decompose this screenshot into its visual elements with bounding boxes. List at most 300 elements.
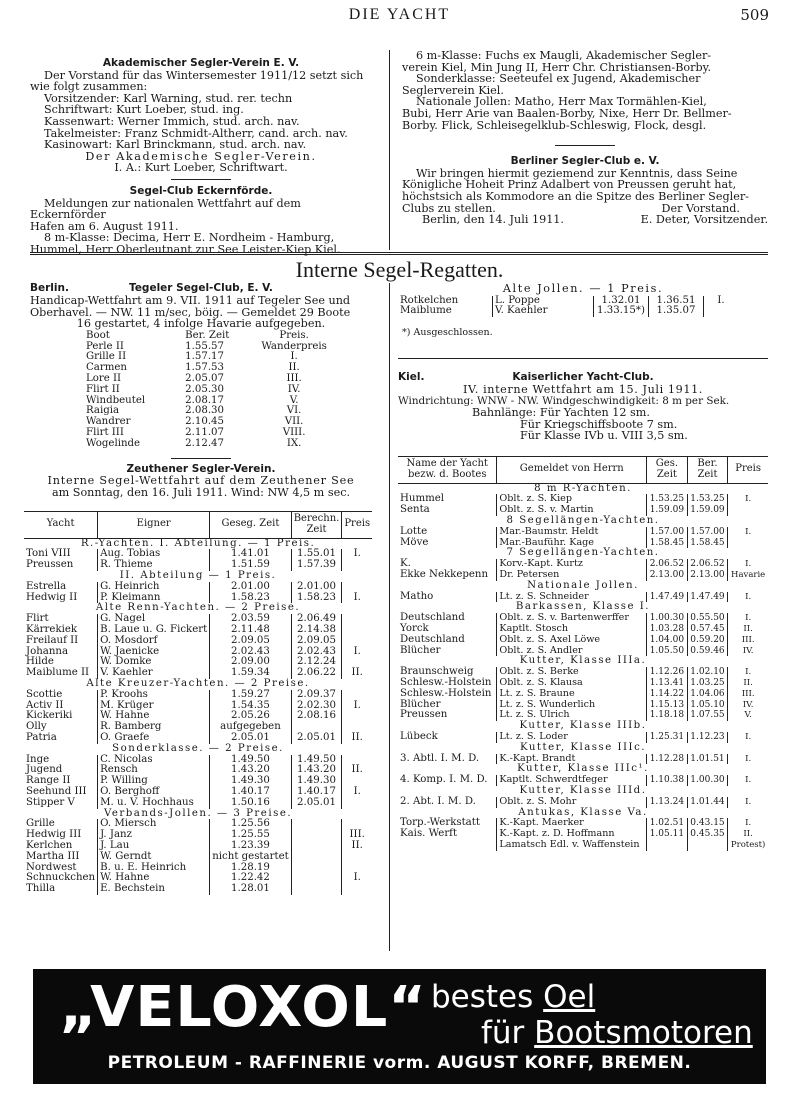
ak-line-4: Kassenwart: Werner Immich, stud. arch. nav. — [44, 114, 300, 128]
table-row — [24, 582, 372, 593]
bsc-line-3: Clubs zu stellen. — [402, 201, 496, 215]
bsc-sign-1: Der Vorstand. — [661, 201, 740, 215]
owner: Kaptlt. Schwerdtfeger — [497, 775, 647, 786]
col-ber-zeit: Ber. Zeit — [687, 457, 728, 484]
table-row — [398, 689, 768, 700]
aj-title: Alte Jollen. — 1 Preis. — [502, 282, 664, 295]
berliner-heading: Berliner Segler-Club e. V. — [510, 155, 660, 168]
yacht-name: Hedwig III — [26, 829, 82, 841]
owner: C. Nicolas — [98, 755, 210, 766]
sailed-time: 2.06.52 — [647, 559, 688, 570]
owner: Rensch — [98, 765, 210, 776]
eck-line-2: 8 m-Klasse: Decima, Herr E. Nordheim - Hamburg, — [44, 231, 335, 245]
calculated-time: 2.13.00 — [687, 570, 728, 581]
calculated-time: 0.59.20 — [687, 635, 728, 646]
table-row — [398, 527, 768, 538]
sailed-time — [647, 840, 688, 851]
yacht-name: Rotkelchen — [400, 294, 459, 306]
boat-time: 2.08.17 — [185, 394, 225, 406]
calculated-time: 2.12.24 — [291, 657, 342, 668]
prize — [704, 306, 739, 317]
calculated-time: 1.12.23 — [687, 732, 728, 743]
calculated-time: 1.53.25 — [687, 494, 728, 505]
section-title: Nationale Jollen. — [527, 579, 639, 591]
calculated-time: 0.55.50 — [687, 613, 728, 624]
owner: K.-Kapt. z. D. Hoffmann — [497, 829, 647, 840]
prize: II. — [342, 841, 372, 852]
owner: E. Bechstein — [98, 884, 210, 895]
akademischer-heading: Akademischer Segler-Verein E. V. — [102, 57, 300, 69]
sailed-time: 1.13.24 — [647, 797, 688, 808]
yacht-name: 3. Abtl. I. M. D. — [400, 752, 480, 764]
calculated-time: 1.58.23 — [291, 593, 342, 604]
yacht-name: Lotte — [400, 525, 428, 537]
eck-line-0: Meldungen zur nationalen Wettfahrt auf dem Eckernförder — [30, 196, 301, 222]
tegeler-section — [30, 283, 372, 498]
prize: I. — [728, 613, 768, 624]
section-rule — [30, 254, 768, 255]
yacht-name: Ekke Nekkepenn — [400, 568, 489, 580]
prize — [342, 884, 372, 895]
yacht-name: Activ II — [26, 699, 64, 711]
col-preis: Preis. — [279, 329, 309, 341]
owner: O. Berghoff — [98, 787, 210, 798]
section-title-row — [24, 809, 372, 820]
ad-tagline-1 — [431, 979, 595, 1015]
aj-note: *) Ausgeschlossen. — [402, 327, 493, 339]
calculated-time: 2.01.00 — [291, 582, 342, 593]
owner: Oblt. z. S. Klausa — [497, 678, 647, 689]
calculated-time — [291, 830, 342, 841]
kiel-line-1: Windrichtung: WNW - NW. Windgeschwindigkeit: 8 m per Sek. — [398, 394, 730, 407]
owner: O. Mosdorf — [98, 636, 210, 647]
calculated-time: 2.09.37 — [291, 690, 342, 701]
section-title-row — [398, 483, 768, 494]
table-row — [24, 884, 372, 895]
ad-footer: PETROLEUM - RAFFINERIE vorm. AUGUST KORFF, BREMEN. — [107, 1053, 692, 1073]
yacht-name: Maiblume II — [26, 667, 90, 679]
boat-name: Carmen — [86, 362, 127, 374]
yacht-name: Senta — [400, 504, 430, 516]
ak-line-5: Takelmeister: Franz Schmidt-Altherr, cand. arch. nav. — [44, 126, 348, 140]
prize: III. — [728, 689, 768, 700]
tr-line-3: Seglerverein Kiel. — [402, 83, 504, 97]
ad-tagline-2 — [481, 1015, 753, 1051]
sailed-time: 1.14.22 — [647, 689, 688, 700]
tr-line-4: Nationale Jollen: Matho, Herr Max Tormählen-Kiel, — [416, 95, 707, 109]
section-title: Barkassen, Klasse I. — [515, 601, 651, 613]
kiel-place: Kiel. — [398, 371, 425, 383]
calculated-time: 2.05.01 — [291, 798, 342, 809]
prize — [342, 614, 372, 625]
sailed-time: 1.02.51 — [647, 818, 688, 829]
boat-time: 1.55.57 — [185, 340, 225, 352]
sailed-time: 1.47.49 — [647, 592, 688, 603]
divider — [171, 179, 231, 180]
table-row — [24, 852, 372, 863]
ak-line-2: Vorsitzender: Karl Warning, stud. rer. techn — [44, 91, 293, 105]
prize: I. — [728, 732, 768, 743]
prize: I. — [728, 527, 768, 538]
kiel-heading: Kaiserlicher Yacht-Club. — [512, 371, 654, 383]
yacht-name: Braunschweig — [400, 666, 474, 678]
prize: I. — [342, 593, 372, 604]
boat-time: 2.11.07 — [185, 426, 225, 438]
owner: Aug. Tobias — [98, 549, 210, 560]
owner: Oblt. z. S. Mohr — [497, 797, 647, 808]
prize: I. — [342, 647, 372, 658]
alte-jollen-table — [398, 296, 738, 318]
boat-name: Flirt III — [86, 426, 124, 438]
owner: W. Hahne — [98, 711, 210, 722]
yacht-name: Preussen — [400, 709, 448, 721]
prize: I. — [728, 775, 768, 786]
calculated-time: 2.06.52 — [687, 559, 728, 570]
yacht-name: 4. Komp. I. M. D. — [400, 774, 488, 786]
prize: II. — [728, 624, 768, 635]
sailed-time: 1.23.39 — [210, 841, 291, 852]
top-right-column — [402, 50, 768, 226]
yacht-name: Freilauf II — [26, 634, 79, 646]
prize: I. — [342, 787, 372, 798]
sailed-time: 1.49.50 — [210, 755, 291, 766]
section-rule — [30, 252, 768, 253]
owner: Lt. z. S. Wunderlich — [497, 700, 647, 711]
yacht-name: Kärrekiek — [26, 623, 78, 635]
owner: Lt. z. S. Loder — [497, 732, 647, 743]
divider — [555, 145, 615, 146]
col-ber-zeit: Ber. Zeit — [185, 329, 230, 341]
kiel-line-0: IV. interne Wettfahrt am 15. Juli 1911. — [463, 383, 703, 396]
yacht-name: Yorck — [400, 622, 429, 634]
sailed-time: 1.40.17 — [210, 787, 291, 798]
sailed-time: 1.58.45 — [647, 538, 688, 549]
tr-line-5: Bubi, Herr Arie van Baalen-Borby, Nixe, Herr Dr. Bellmer- — [402, 106, 732, 120]
calculated-time: 2.06.49 — [291, 614, 342, 625]
col-gemeldet: Gemeldet von Herrn — [497, 457, 647, 484]
section-title-row — [398, 548, 768, 559]
yacht-name: Maiblume — [400, 305, 452, 317]
boat-name: Wogelinde — [86, 437, 141, 449]
yacht-name: Flirt — [26, 613, 49, 625]
owner: P. Willing — [98, 776, 210, 787]
yacht-name: Patria — [26, 731, 57, 743]
section-title: Kutter, Klasse IIIa. — [519, 655, 647, 667]
section-rule — [398, 358, 768, 359]
sailed-time: 2.03.59 — [210, 614, 291, 625]
col-eigner: Eigner — [98, 512, 210, 539]
owner: R. Bamberg — [98, 722, 210, 733]
kiel-table — [398, 456, 768, 851]
yacht-name: Schnuckchen — [26, 872, 96, 884]
zeuthener-heading: Zeuthener Segler-Verein. — [126, 462, 276, 475]
sailed-time: 1.59.09 — [647, 505, 688, 516]
yacht-name: Hedwig II — [26, 591, 78, 603]
section-title-row — [398, 581, 768, 592]
kiel-section — [398, 372, 768, 442]
eck-line-1: Hafen am 6. August 1911. — [30, 219, 179, 233]
sailed-time: 1.12.26 — [647, 667, 688, 678]
boat-name: Grille II — [86, 351, 127, 363]
section-title: Kutter, Klasse IIIb. — [519, 720, 647, 732]
calculated-time: 0.57.45 — [687, 624, 728, 635]
col-geseg: Geseg. Zeit — [210, 512, 291, 539]
sailed-time: 1.32.01 — [594, 296, 649, 307]
table-row — [398, 613, 768, 624]
calculated-time — [291, 841, 342, 852]
tegeler-table — [84, 331, 329, 450]
calculated-time — [291, 884, 342, 895]
prize: III. — [728, 635, 768, 646]
yacht-name: Torp.-Werkstatt — [400, 817, 480, 829]
sailed-time: 1.57.00 — [647, 527, 688, 538]
ad-tag1-pre: bestes — [431, 979, 544, 1015]
owner: Kaptlt. Stosch — [497, 624, 647, 635]
calculated-time: 1.01.44 — [687, 797, 728, 808]
yacht-name: Deutschland — [400, 612, 465, 624]
yacht-name: Nordwest — [26, 861, 77, 873]
sailed-time: 1.33.15*) — [594, 306, 649, 317]
prize — [342, 798, 372, 809]
yacht-name: Blücher — [400, 698, 441, 710]
bsc-sign-date: Berlin, den 14. Juli 1911. — [422, 213, 564, 227]
calculated-time — [687, 840, 728, 851]
section-title: Alte Kreuzer-Yachten. — 2 Preise. — [86, 677, 310, 689]
sailed-time: 2.05.01 — [210, 733, 291, 744]
owner: R. Thieme — [98, 560, 210, 571]
yacht-name: Lübeck — [400, 730, 438, 742]
section-title: 8 m R-Yachten. — [534, 482, 632, 494]
col-berechn: Berechn. Zeit — [291, 512, 342, 539]
boat-name: Lore II — [86, 372, 122, 384]
owner: K.-Kapt. Maerker — [497, 818, 647, 829]
prize — [342, 852, 372, 863]
ak-sign-1: Der Akademische Segler-Verein. — [85, 149, 317, 163]
sailed-time: 2.05.26 — [210, 711, 291, 722]
calculated-time: 1.03.25 — [687, 678, 728, 689]
running-head — [0, 6, 799, 28]
calculated-time: 1.58.45 — [687, 538, 728, 549]
yacht-name: Grille — [26, 818, 55, 830]
calculated-time: 2.02.30 — [291, 701, 342, 712]
top-left-column — [30, 58, 372, 256]
column-divider — [389, 50, 390, 250]
sailed-time: 1.49.30 — [210, 776, 291, 787]
col-boot: Boot — [86, 329, 110, 341]
sailed-time: 1.28.01 — [210, 884, 291, 895]
col-preis: Preis — [728, 457, 768, 484]
table-row — [24, 690, 372, 701]
sailed-time: 1.04.00 — [647, 635, 688, 646]
owner: P. Kleimann — [98, 593, 210, 604]
ad-tag2-underlined: Bootsmotoren — [534, 1015, 753, 1051]
bsc-line-0: Wir bringen hiermit geziemend zur Kenntnis, dass Seine — [416, 166, 738, 180]
prize: I. — [342, 873, 372, 884]
owner: V. Kaehler — [98, 668, 210, 679]
col-yacht: Yacht — [24, 512, 98, 539]
boat-time: 2.05.30 — [185, 383, 225, 395]
prize: IV. — [728, 700, 768, 711]
boat-name: Wandrer — [86, 416, 131, 428]
tegeler-heading: Tegeler Segel-Club, E. V. — [129, 282, 273, 294]
sailed-time: 2.13.00 — [647, 570, 688, 581]
section-title: Antukas, Klasse Va. — [518, 806, 648, 818]
table-row — [398, 797, 768, 808]
prize: I. — [728, 559, 768, 570]
calculated-time: 1.36.51 — [649, 296, 704, 307]
table-row — [24, 830, 372, 841]
ad-tag1-underlined: Oel — [543, 979, 596, 1015]
owner: B. Laue u. G. Fickert — [98, 625, 210, 636]
teg-line-1: Oberhavel. — NW. 11 m/sec, böig. — Gemeldet 29 Boote — [30, 305, 351, 319]
boat-time: 1.57.17 — [185, 351, 225, 363]
section-title: Sonderklasse. — 2 Preise. — [112, 742, 284, 754]
yacht-name: Johanna — [26, 645, 69, 657]
table-row — [84, 385, 329, 396]
prize: Protest) — [728, 840, 768, 851]
sailed-time: 2.09.00 — [210, 657, 291, 668]
ak-line-0: Der Vorstand für das Wintersemester 1911/12 setzt sich — [44, 68, 364, 82]
owner: Oblt. z. S. Berke — [497, 667, 647, 678]
prize: II. — [342, 668, 372, 679]
table-row — [84, 439, 329, 450]
column-divider — [389, 283, 390, 951]
teg-line-0: Handicap-Wettfahrt am 9. VII. 1911 auf Tegeler See und — [30, 294, 351, 307]
zeu-line-1: am Sonntag, den 16. Juli 1911. Wind: NW 4,5 m sec. — [51, 485, 351, 499]
calculated-time: 1.49.30 — [291, 776, 342, 787]
prize: II. — [342, 765, 372, 776]
calculated-time: 1.57.00 — [687, 527, 728, 538]
yacht-name: Olly — [26, 721, 47, 733]
owner: M. u. V. Hochhaus — [98, 798, 210, 809]
teg-line-2: 16 gestartet, 4 infolge Havarie aufgegeben. — [76, 317, 326, 331]
boat-prize: VIII. — [282, 426, 306, 438]
calculated-time: 2.14.38 — [291, 625, 342, 636]
calculated-time: 2.09.05 — [291, 636, 342, 647]
tr-line-2: Sonderklasse: Seeteufel ex Jugend, Akademischer — [416, 72, 701, 86]
sailed-time: 1.22.42 — [210, 873, 291, 884]
owner: Oblt. z. S. v. Martin — [497, 505, 647, 516]
owner: W. Domke — [98, 657, 210, 668]
kiel-line-3: Für Kriegschiffsboote 7 sm. — [520, 417, 678, 431]
divider — [171, 458, 231, 459]
sailed-time: 1.25.31 — [647, 732, 688, 743]
section-title: II. Abteilung — 1 Preis. — [119, 569, 277, 581]
owner: Lt. z. S. Schneider — [497, 592, 647, 603]
prize: I. — [704, 296, 739, 307]
owner: Lt. z. S. Braune — [497, 689, 647, 700]
sailed-time: 2.11.48 — [210, 625, 291, 636]
prize — [342, 711, 372, 722]
running-title: DIE YACHT — [348, 6, 451, 23]
owner: P. Kroohs — [98, 690, 210, 701]
yacht-name: Stipper V — [26, 796, 75, 808]
prize: II. — [728, 678, 768, 689]
yacht-name: Blücher — [400, 644, 441, 656]
calculated-time — [291, 819, 342, 830]
sailed-time: 1.41.01 — [210, 549, 291, 560]
sailed-time: 1.50.16 — [210, 798, 291, 809]
section-title-row — [398, 743, 768, 754]
prize — [342, 636, 372, 647]
col-preis: Preis — [342, 512, 372, 539]
owner: Oblt. z. S. v. Bartenwerffer — [497, 613, 647, 624]
table-row — [24, 711, 372, 722]
eck-line-3: Hummel, Herr Oberleutnant zur See Leister-Kiep Kiel. — [30, 242, 341, 256]
prize: I. — [728, 754, 768, 765]
prize: I. — [728, 667, 768, 678]
section-title: Verbands-Jollen. — 3 Preise. — [103, 807, 293, 819]
boat-prize: II. — [288, 362, 300, 374]
alte-jollen-section — [398, 283, 768, 339]
prize — [342, 560, 372, 571]
table-row — [24, 798, 372, 809]
prize — [728, 538, 768, 549]
owner: Oblt. z. S. Axel Löwe — [497, 635, 647, 646]
prize: I. — [728, 494, 768, 505]
sailed-time: 1.59.27 — [210, 690, 291, 701]
calculated-time: 1.01.51 — [687, 754, 728, 765]
bsc-line-1: Königliche Hoheit Prinz Adalbert von Preussen geruht hat, — [402, 178, 737, 192]
boat-time: 2.10.45 — [185, 416, 225, 428]
kiel-line-2: Bahnlänge: Für Yachten 12 sm. — [472, 406, 650, 420]
owner: W. Hahne — [98, 873, 210, 884]
calculated-time: 1.07.55 — [687, 710, 728, 721]
yacht-name: Preussen — [26, 559, 74, 571]
boat-prize: V. — [289, 394, 299, 406]
yacht-name: Toni VIII — [26, 548, 71, 560]
owner: O. Graefe — [98, 733, 210, 744]
prize: I. — [728, 797, 768, 808]
calculated-time: 1.57.39 — [291, 560, 342, 571]
sailed-time: 2.02.43 — [210, 647, 291, 658]
yacht-name: Jugend — [26, 764, 63, 776]
sailed-time: 1.05.11 — [647, 829, 688, 840]
boat-prize: VII. — [284, 416, 304, 428]
boat-name: Raigia — [86, 405, 120, 417]
section-title-row — [398, 721, 768, 732]
calculated-time: 1.35.07 — [649, 306, 704, 317]
yacht-name — [398, 840, 497, 851]
table-row — [24, 873, 372, 884]
prize: Havarie — [728, 570, 768, 581]
boat-time: 2.08.30 — [185, 405, 225, 417]
section-title-row — [24, 744, 372, 755]
prize: I. — [342, 549, 372, 560]
calculated-time: 1.59.09 — [687, 505, 728, 516]
boat-prize: III. — [286, 372, 302, 384]
boat-prize: I. — [290, 351, 298, 363]
tr-line-6: Borby. Flick, Schleisegelklub-Schleswig, Flock, desgl. — [402, 118, 707, 132]
zeu-line-0: Interne Segel-Wettfahrt auf dem Zeuthener See — [47, 474, 355, 488]
calculated-time: 1.02.10 — [687, 667, 728, 678]
calculated-time: 1.43.20 — [291, 765, 342, 776]
section-title: Kutter, Klasse IIId. — [519, 784, 647, 796]
prize — [342, 690, 372, 701]
calculated-time: 2.06.22 — [291, 668, 342, 679]
owner: Dr. Petersen — [497, 570, 647, 581]
owner: Lamatsch Edl. v. Waffenstein — [497, 840, 647, 851]
owner: K.-Kapt. Brandt — [497, 754, 647, 765]
table-row — [398, 306, 738, 317]
prize: I. — [342, 701, 372, 712]
yacht-name: Matho — [400, 590, 434, 602]
table-row — [398, 840, 768, 851]
boat-time: 2.12.47 — [185, 437, 225, 449]
sailed-time: 1.28.19 — [210, 863, 291, 874]
owner: G. Heinrich — [98, 582, 210, 593]
calculated-time: 1.40.17 — [291, 787, 342, 798]
